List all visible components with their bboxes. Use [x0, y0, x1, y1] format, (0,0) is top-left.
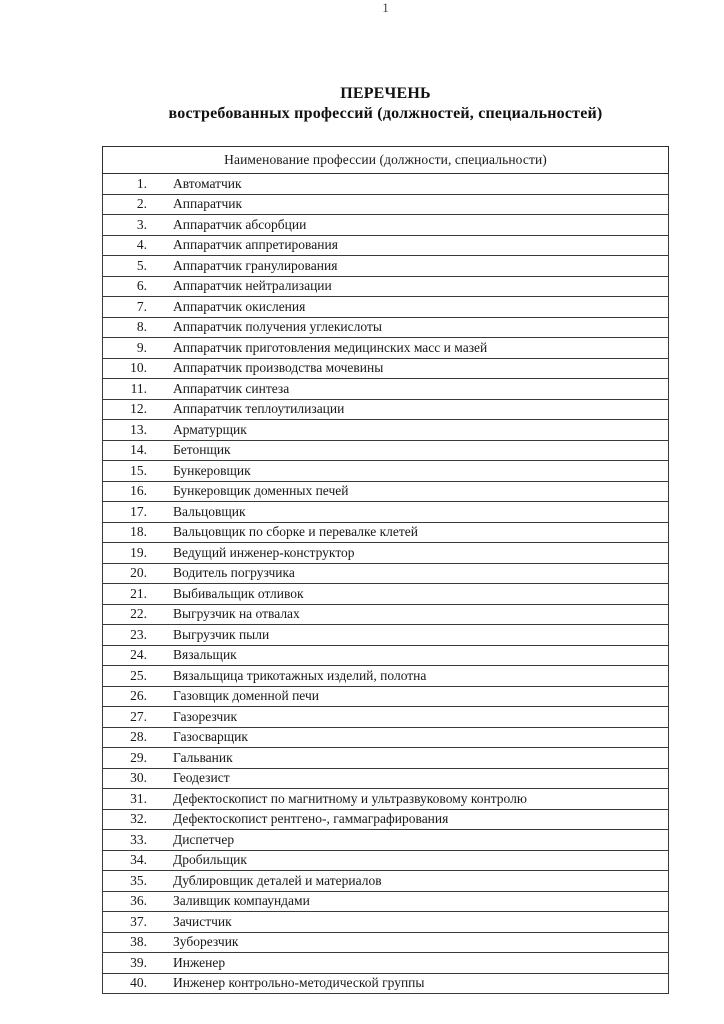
row-number: 32.: [130, 811, 147, 827]
professions-table-body: [103, 174, 669, 994]
profession-name: Аппаратчик абсорбции: [173, 216, 307, 232]
row-number: 26.: [130, 688, 147, 704]
row-number: 17.: [130, 503, 147, 519]
header-row: [103, 147, 669, 174]
profession-name: Дробильщик: [173, 852, 247, 868]
table-cell: [103, 174, 669, 195]
profession-name: Вальцовщик по сборке и перевалке клетей: [173, 524, 418, 540]
table-row: [103, 194, 669, 215]
profession-name: Выгрузчик пыли: [173, 626, 270, 642]
table-cell: [103, 481, 669, 502]
table-row: [103, 440, 669, 461]
profession-name: Аппаратчик получения углекислоты: [173, 319, 382, 335]
profession-name: Аппаратчик нейтрализации: [173, 278, 332, 294]
table-row: [103, 850, 669, 871]
table-row: [103, 625, 669, 646]
row-number: 23.: [130, 626, 147, 642]
row-number: 28.: [130, 729, 147, 745]
column-header-profession-name: Наименование профессии (должности, специальности): [103, 147, 669, 174]
profession-name: Бункеровщик: [173, 462, 251, 478]
profession-name: Аппаратчик гранулирования: [173, 257, 338, 273]
table-cell: [103, 338, 669, 359]
table-row: [103, 645, 669, 666]
profession-name: Газорезчик: [173, 708, 238, 724]
profession-name: Гальваник: [173, 749, 233, 765]
row-number: 5.: [136, 257, 147, 273]
table-cell: [103, 317, 669, 338]
table-cell: [103, 543, 669, 564]
table-row: [103, 871, 669, 892]
table-cell: [103, 871, 669, 892]
profession-name: Выгрузчик на отвалах: [173, 606, 300, 622]
profession-name: Газовщик доменной печи: [173, 688, 319, 704]
table-row: [103, 481, 669, 502]
profession-name: Водитель погрузчика: [173, 565, 295, 581]
professions-table-head: [103, 147, 669, 174]
table-cell: [103, 276, 669, 297]
document-title-line2: востребованных профессий (должностей, специальностей): [168, 104, 603, 122]
table-row: [103, 399, 669, 420]
table-row: [103, 809, 669, 830]
table-row: [103, 522, 669, 543]
row-number: 11.: [130, 380, 147, 396]
table-cell: [103, 399, 669, 420]
profession-name: Диспетчер: [173, 831, 235, 847]
profession-name: Зачистчик: [173, 913, 232, 929]
table-cell: [103, 379, 669, 400]
professions-table: [102, 146, 669, 994]
profession-name: Заливщик компаундами: [173, 893, 310, 909]
table-row: [103, 932, 669, 953]
row-number: 10.: [130, 360, 147, 376]
row-number: 3.: [136, 216, 147, 232]
row-number: 2.: [136, 196, 147, 212]
row-number: 40.: [130, 975, 147, 991]
document-title: [102, 84, 669, 123]
row-number: 27.: [130, 708, 147, 724]
table-row: [103, 604, 669, 625]
row-number: 14.: [130, 442, 147, 458]
row-number: 9.: [136, 339, 147, 355]
table-row: [103, 748, 669, 769]
row-number: 38.: [130, 934, 147, 950]
row-number: 25.: [130, 667, 147, 683]
table-row: [103, 379, 669, 400]
profession-name: Геодезист: [173, 770, 230, 786]
row-number: 7.: [136, 298, 147, 314]
table-cell: [103, 850, 669, 871]
table-row: [103, 461, 669, 482]
row-number: 36.: [130, 893, 147, 909]
profession-name: Аппаратчик теплоутилизации: [173, 401, 345, 417]
profession-name: Бункеровщик доменных печей: [173, 483, 349, 499]
profession-name: Бетонщик: [173, 442, 231, 458]
table-row: [103, 789, 669, 810]
table-row: [103, 953, 669, 974]
table-cell: [103, 768, 669, 789]
row-number: 34.: [130, 852, 147, 868]
row-number: 1.: [136, 175, 147, 191]
table-cell: [103, 420, 669, 441]
table-row: [103, 584, 669, 605]
row-number: 4.: [136, 237, 147, 253]
table-cell: [103, 604, 669, 625]
page-number: 1: [382, 1, 389, 15]
table-row: [103, 338, 669, 359]
table-row: [103, 215, 669, 236]
table-row: [103, 276, 669, 297]
table-cell: [103, 502, 669, 523]
document-title-line1: ПЕРЕЧЕНЬ: [340, 85, 431, 102]
table-cell: [103, 727, 669, 748]
table-cell: [103, 256, 669, 277]
row-number: 33.: [130, 831, 147, 847]
row-number: 22.: [130, 606, 147, 622]
table-row: [103, 256, 669, 277]
table-cell: [103, 297, 669, 318]
row-number: 12.: [130, 401, 147, 417]
table-cell: [103, 912, 669, 933]
table-row: [103, 235, 669, 256]
table-cell: [103, 789, 669, 810]
table-cell: [103, 522, 669, 543]
profession-name: Аппаратчик: [173, 196, 243, 212]
table-cell: [103, 358, 669, 379]
table-row: [103, 358, 669, 379]
profession-name: Вязальщик: [173, 647, 237, 663]
table-cell: [103, 953, 669, 974]
profession-name: Дефектоскопист рентгено-, гаммаграфирования: [173, 811, 449, 827]
profession-name: Аппаратчик окисления: [173, 298, 306, 314]
table-cell: [103, 440, 669, 461]
table-row: [103, 174, 669, 195]
table-cell: [103, 748, 669, 769]
profession-name: Выбивальщик отливок: [173, 585, 304, 601]
table-cell: [103, 461, 669, 482]
table-cell: [103, 891, 669, 912]
profession-name: Ведущий инженер-конструктор: [173, 544, 355, 560]
table-cell: [103, 973, 669, 994]
table-row: [103, 707, 669, 728]
table-cell: [103, 563, 669, 584]
table-row: [103, 912, 669, 933]
profession-name: Газосварщик: [173, 729, 248, 745]
row-number: 20.: [130, 565, 147, 581]
profession-name: Дефектоскопист по магнитному и ультразвуковому контролю: [173, 790, 527, 806]
table-cell: [103, 645, 669, 666]
profession-name: Аппаратчик синтеза: [173, 380, 290, 396]
profession-name: Инженер: [173, 954, 226, 970]
table-cell: [103, 215, 669, 236]
row-number: 31.: [130, 790, 147, 806]
table-cell: [103, 809, 669, 830]
profession-name: Арматурщик: [173, 421, 247, 437]
table-cell: [103, 830, 669, 851]
table-row: [103, 317, 669, 338]
table-row: [103, 420, 669, 441]
table-row: [103, 686, 669, 707]
row-number: 24.: [130, 647, 147, 663]
row-number: 18.: [130, 524, 147, 540]
table-row: [103, 543, 669, 564]
profession-name: Автоматчик: [173, 175, 242, 191]
row-number: 8.: [136, 319, 147, 335]
profession-name: Аппаратчик производства мочевины: [173, 360, 384, 376]
profession-name: Инженер контрольно-методической группы: [173, 975, 425, 991]
table-cell: [103, 194, 669, 215]
profession-name: Аппаратчик приготовления медицинских масс и мазей: [173, 339, 488, 355]
row-number: 30.: [130, 770, 147, 786]
profession-name: Аппаратчик аппретирования: [173, 237, 338, 253]
table-cell: [103, 666, 669, 687]
table-row: [103, 768, 669, 789]
table-cell: [103, 686, 669, 707]
row-number: 35.: [130, 872, 147, 888]
profession-name: Дублировщик деталей и материалов: [173, 872, 382, 888]
row-number: 39.: [130, 954, 147, 970]
row-number: 37.: [130, 913, 147, 929]
table-row: [103, 727, 669, 748]
table-cell: [103, 932, 669, 953]
row-number: 16.: [130, 483, 147, 499]
profession-name: Вязальщица трикотажных изделий, полотна: [173, 667, 427, 683]
table-row: [103, 666, 669, 687]
row-number: 6.: [136, 278, 147, 294]
row-number: 29.: [130, 749, 147, 765]
table-row: [103, 563, 669, 584]
row-number: 21.: [130, 585, 147, 601]
table-cell: [103, 235, 669, 256]
table-row: [103, 891, 669, 912]
table-row: [103, 830, 669, 851]
table-row: [103, 973, 669, 994]
profession-name: Зуборезчик: [173, 934, 239, 950]
profession-name: Вальцовщик: [173, 503, 246, 519]
table-row: [103, 297, 669, 318]
table-row: [103, 502, 669, 523]
table-cell: [103, 584, 669, 605]
row-number: 15.: [130, 462, 147, 478]
row-number: 13.: [130, 421, 147, 437]
table-cell: [103, 707, 669, 728]
table-cell: [103, 625, 669, 646]
row-number: 19.: [130, 544, 147, 560]
